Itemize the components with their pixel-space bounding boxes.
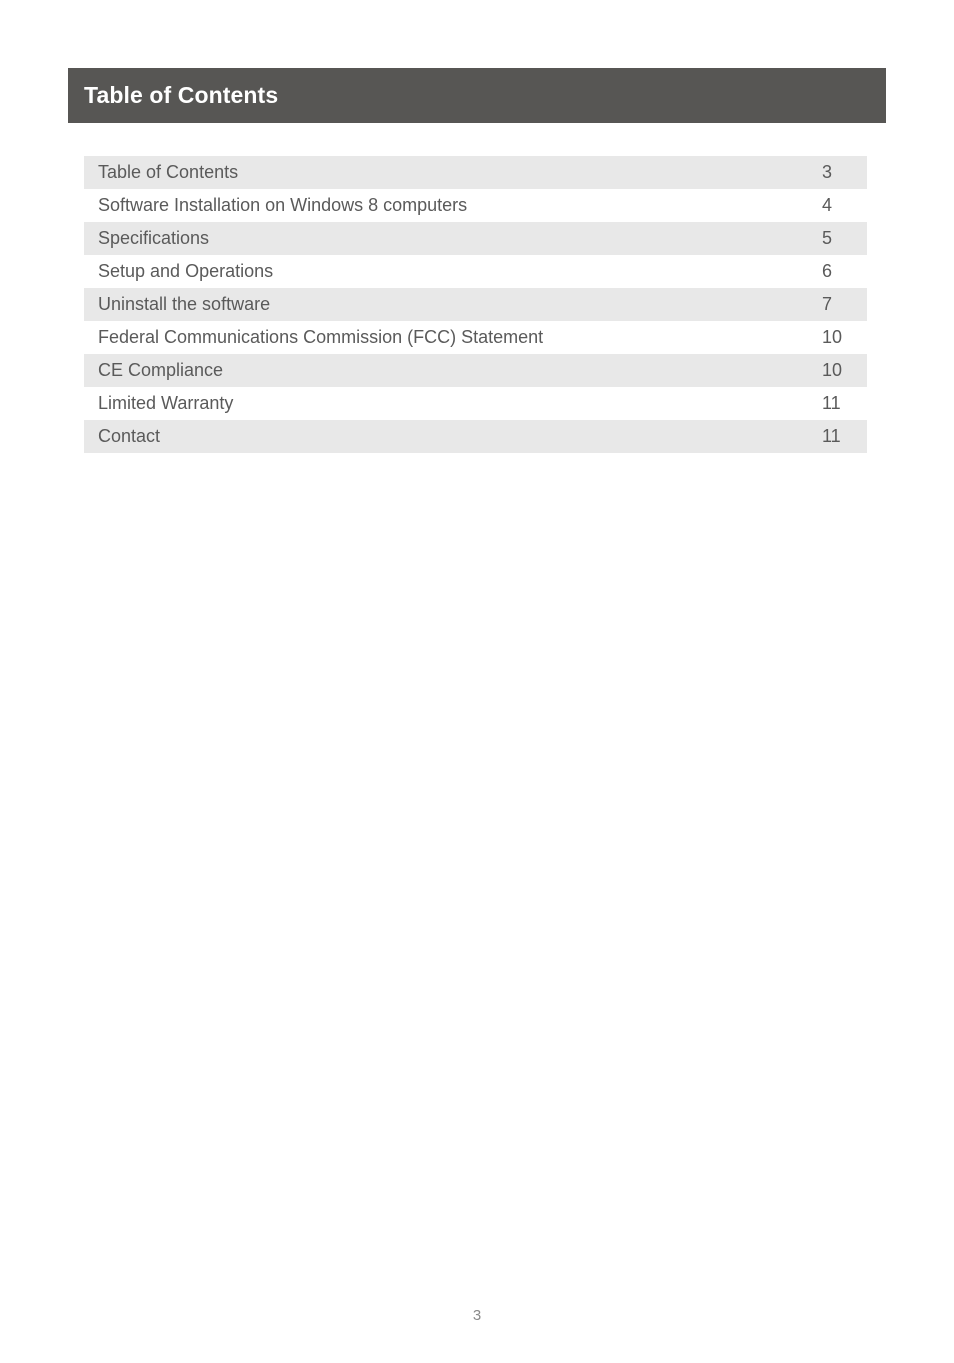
toc-entry[interactable] bbox=[84, 255, 867, 288]
toc-entry[interactable] bbox=[84, 387, 867, 420]
table-of-contents bbox=[84, 156, 867, 453]
toc-entry-page: 6 bbox=[822, 261, 833, 281]
toc-entry-page: 7 bbox=[822, 294, 833, 314]
toc-entry-page: 3 bbox=[822, 162, 833, 182]
toc-entry-title: Contact bbox=[98, 426, 161, 446]
page-number: 3 bbox=[472, 1307, 482, 1324]
toc-entry-title: Federal Communications Commission (FCC) Statement bbox=[98, 327, 544, 347]
toc-entry-title: CE Compliance bbox=[98, 360, 224, 380]
toc-entry[interactable] bbox=[84, 354, 867, 387]
toc-entry-title: Limited Warranty bbox=[98, 393, 234, 413]
page-title: Table of Contents bbox=[84, 82, 279, 108]
toc-entry-title: Uninstall the software bbox=[98, 294, 271, 314]
toc-entry[interactable] bbox=[84, 189, 867, 222]
toc-entry-title: Software Installation on Windows 8 computers bbox=[98, 195, 468, 215]
toc-entry-page: 11 bbox=[822, 393, 841, 413]
toc-entry[interactable] bbox=[84, 288, 867, 321]
toc-entry-page: 10 bbox=[822, 360, 843, 380]
toc-entry-page: 5 bbox=[822, 228, 833, 248]
toc-entry-title: Setup and Operations bbox=[98, 261, 274, 281]
toc-entry-page: 4 bbox=[822, 195, 833, 215]
toc-entry[interactable] bbox=[84, 321, 867, 354]
toc-entry[interactable] bbox=[84, 156, 867, 189]
toc-entry-title: Table of Contents bbox=[98, 162, 239, 182]
toc-entry[interactable] bbox=[84, 420, 867, 453]
section-header bbox=[68, 68, 886, 123]
toc-entry[interactable] bbox=[84, 222, 867, 255]
toc-entry-title: Specifications bbox=[98, 228, 210, 248]
toc-entry-page: 11 bbox=[822, 426, 841, 446]
toc-entry-page: 10 bbox=[822, 327, 843, 347]
